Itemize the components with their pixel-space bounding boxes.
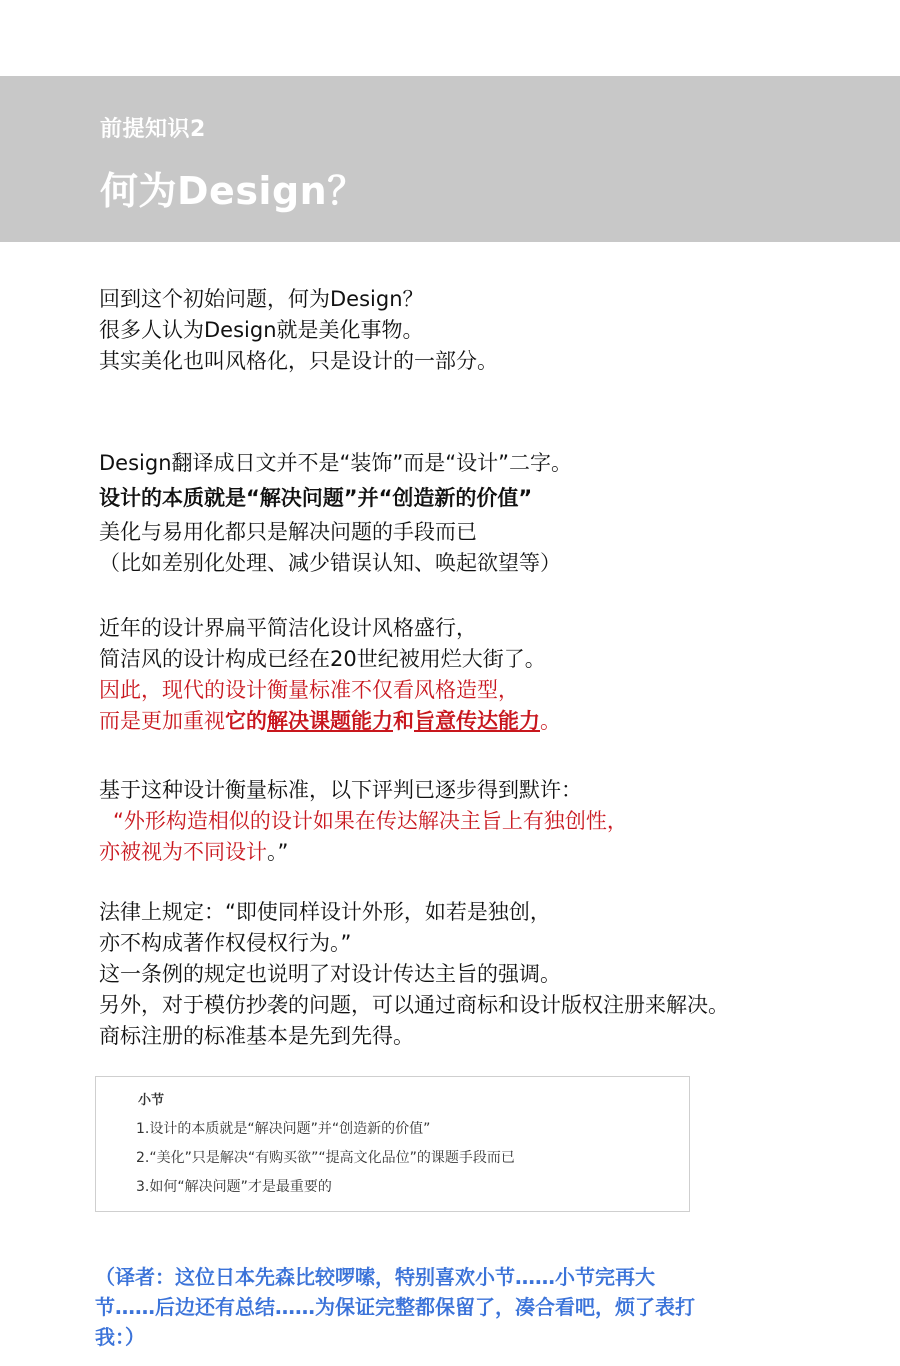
text-span: 和 [393,709,414,733]
summary-item: 2.“美化”只是解决“有购买欲”“提高文化品位”的课题手段而已 [136,1150,515,1166]
text-line: 回到这个初始问题，何为Design？ [99,287,424,311]
translator-note: （译者：这位日本先森比较啰嗦，特别喜欢小节……小节完再大节……后边还有总结……为保证完整都保留了，凑合看吧，烦了表打我：） [95,1265,695,1349]
text-line: 美化与易用化都只是解决问题的手段而已 [99,520,477,544]
text-span: 。” [267,840,289,864]
header-banner [0,76,900,242]
quote-line: “外形构造相似的设计如果在传达解决主旨上有独创性， [113,809,628,833]
text-span: 亦被视为不同设计 [99,840,267,864]
key-statement: 设计的本质就是“解决问题”并“创造新的价值” [99,486,533,510]
text-line: 很多人认为Design就是美化事物。 [99,318,424,342]
text-span: 。 [540,709,561,733]
text-line: 基于这种设计衡量标准，以下评判已逐步得到默许： [99,778,582,802]
text-line: 简洁风的设计构成已经在20世纪被用烂大街了。 [99,647,546,671]
design-definition-paragraph [99,448,859,579]
text-line: 近年的设计界扁平简洁化设计风格盛行， [99,616,477,640]
emphasis-span: 旨意传达能力 [414,709,540,733]
summary-item: 3.如何“解决问题”才是最重要的 [136,1179,332,1195]
highlight-line [99,706,859,737]
section-kicker: 前提知识2 [100,117,206,142]
page-title: 何为Design？ [100,169,366,213]
text-span: 而是更加重视 [99,709,225,733]
standard-paragraph [99,775,859,868]
emphasis-span: 解决课题能力 [267,709,393,733]
text-line: 商标注册的标准基本是先到先得。 [99,1024,414,1048]
text-line: 这一条例的规定也说明了对设计传达主旨的强调。 [99,962,561,986]
summary-box [95,1076,690,1212]
text-line: Design翻译成日文并不是“装饰”而是“设计”二字。 [99,451,573,475]
intro-paragraph [99,284,859,377]
summary-title: 小节 [138,1093,165,1108]
summary-item: 1.设计的本质就是“解决问题”并“创造新的价值” [136,1121,431,1137]
legal-paragraph [99,897,859,1052]
text-line: 另外，对于模仿抄袭的问题，可以通过商标和设计版权注册来解决。 [99,993,729,1017]
text-line: 其实美化也叫风格化，只是设计的一部分。 [99,349,498,373]
quote-line [99,837,859,868]
highlight-line: 因此，现代的设计衡量标准不仅看风格造型， [99,678,519,702]
text-line: （比如差别化处理、减少错误认知、唤起欲望等） [99,551,561,575]
text-span: 它的 [225,709,267,733]
text-line: 亦不构成著作权侵权行为。” [99,931,352,955]
trend-paragraph [99,613,859,737]
text-line: 法律上规定：“即使同样设计外形，如若是独创， [99,900,551,924]
